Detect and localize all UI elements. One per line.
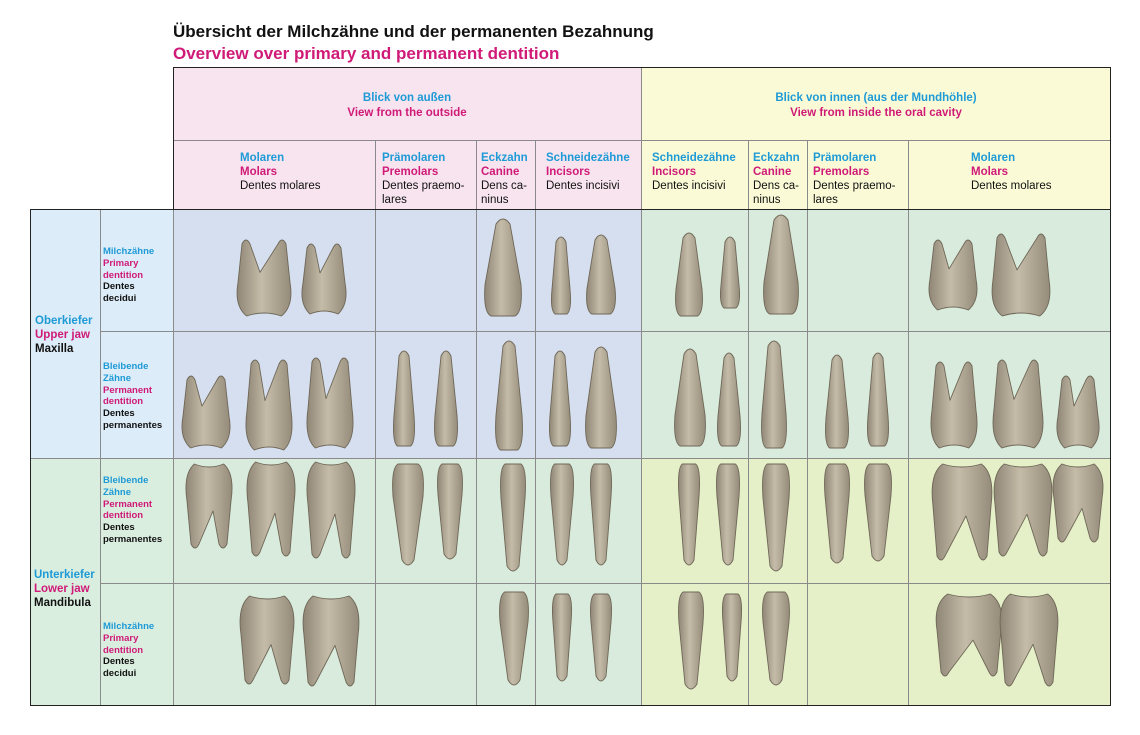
col-label-de: Eckzahn [481, 152, 528, 164]
row-label-de: Zähne [103, 372, 131, 384]
col-label-la: Dentes praemo- [813, 180, 896, 192]
col-label-en: Canine [753, 166, 792, 178]
row-label-la: Dentes [103, 656, 135, 668]
jaw-label-la: Maxilla [35, 343, 74, 355]
col-label-de: Schneidezähne [652, 152, 736, 164]
col-label-la: Dentes incisivi [546, 180, 620, 192]
view-outside-de: Blick von außen [362, 92, 452, 104]
col-label-de: Molaren [240, 152, 285, 164]
col-header-molars-inside [971, 151, 1052, 193]
row-label-la: permanentes [103, 419, 163, 431]
view-outside-en: View from the outside [347, 107, 467, 119]
col-label-la: Dens ca- [481, 180, 528, 192]
col-label-la: Dentes molares [971, 180, 1052, 192]
row-label-en: dentition [103, 510, 144, 522]
row-label-de: Bleibende [103, 361, 149, 372]
col-label-en: Molars [971, 166, 1009, 178]
row-label-en: Permanent [103, 498, 153, 510]
col-label-de: Prämolaren [382, 152, 446, 164]
col-header-premolars-inside [813, 151, 895, 207]
row-label-la: Dentes [103, 281, 135, 293]
col-label-de: Schneidezähne [546, 152, 630, 164]
col-label-de: Eckzahn [753, 152, 800, 164]
row-label-lower-permanent [103, 475, 162, 546]
row-label-la: permanentes [103, 533, 163, 545]
row-label-upper-permanent [103, 361, 162, 432]
jaw-label-en: Upper jaw [35, 329, 90, 341]
body-frame [30, 209, 1111, 706]
row-label-en: dentition [103, 396, 144, 408]
col-label-en: Canine [481, 166, 520, 178]
row-label-la: Dentes [103, 522, 135, 534]
jaw-label-la: Mandibula [34, 597, 91, 609]
col-header-premolars-outside [382, 151, 464, 207]
col-header-canine-inside [753, 151, 800, 207]
row-label-de: Milchzähne [103, 246, 155, 257]
jaw-label-de: Unterkiefer [34, 569, 95, 581]
col-header-canine-outside [481, 151, 528, 207]
col-label-en: Premolars [382, 166, 439, 178]
view-inside-header [641, 91, 1111, 121]
col-label-la: Dentes praemo- [382, 180, 465, 192]
row-label-en: Primary [103, 632, 139, 644]
page-subtitle: Overview over primary and permanent dentition [173, 44, 560, 63]
page-title: Übersicht der Milchzähne und der permanenten Bezahnung [173, 22, 654, 41]
row-label-la: decidui [103, 668, 137, 680]
row-label-lower-primary [103, 621, 154, 680]
col-label-en: Incisors [546, 166, 591, 178]
jaw-label-upper [35, 314, 93, 356]
view-outside-header [173, 91, 641, 121]
col-header-incisors-outside [546, 151, 630, 193]
col-label-en: Incisors [652, 166, 697, 178]
col-label-en: Molars [240, 166, 278, 178]
col-label-la: lares [813, 194, 838, 206]
col-label-la: ninus [753, 194, 781, 206]
jaw-label-de: Oberkiefer [35, 315, 93, 327]
col-label-de: Molaren [971, 152, 1016, 164]
col-label-en: Premolars [813, 166, 870, 178]
jaw-label-lower [34, 568, 95, 610]
col-header-molars-outside [240, 151, 321, 193]
col-label-la: Dens ca- [753, 180, 800, 192]
row-label-de: Milchzähne [103, 621, 155, 632]
row-label-la: Dentes [103, 408, 135, 420]
row-label-upper-primary [103, 246, 154, 305]
col-label-de: Prämolaren [813, 152, 877, 164]
row-label-de: Bleibende [103, 475, 149, 486]
view-inside-en: View from inside the oral cavity [790, 107, 962, 119]
row-label-la: decidui [103, 293, 137, 305]
row-label-en: Permanent [103, 384, 153, 396]
view-inside-de: Blick von innen (aus der Mundhöhle) [775, 92, 977, 104]
jaw-label-en: Lower jaw [34, 583, 90, 595]
row-label-en: Primary [103, 257, 139, 269]
col-label-la: lares [382, 194, 407, 206]
col-label-la: ninus [481, 194, 509, 206]
row-label-en: dentition [103, 644, 144, 656]
row-label-en: dentition [103, 269, 144, 281]
col-label-la: Dentes incisivi [652, 180, 726, 192]
col-label-la: Dentes molares [240, 180, 321, 192]
col-header-incisors-inside [652, 151, 736, 193]
row-label-de: Zähne [103, 486, 131, 498]
